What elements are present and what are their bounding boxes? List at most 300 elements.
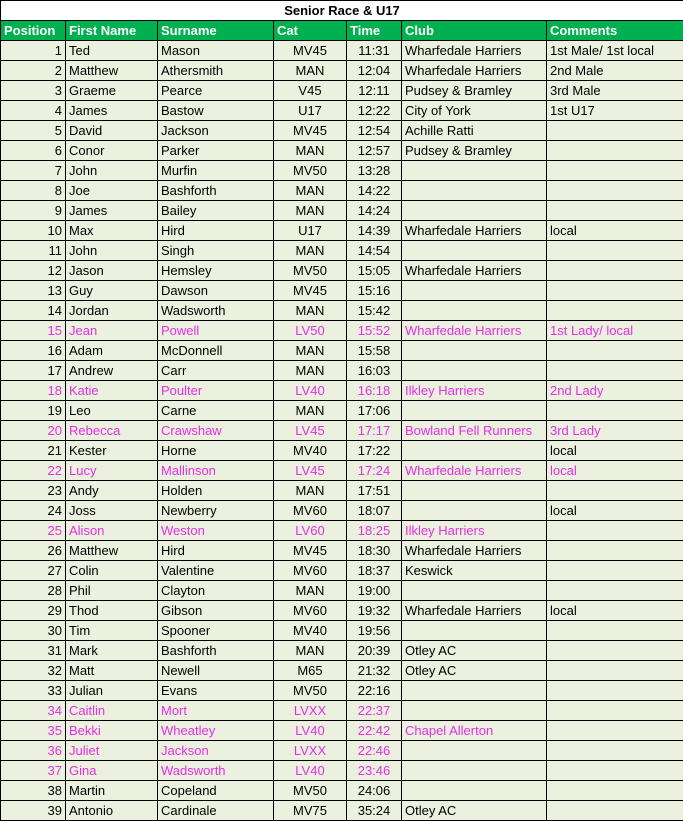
- cell-position[interactable]: 4: [1, 101, 66, 121]
- cell-first-name[interactable]: Jason: [66, 261, 158, 281]
- cell-time[interactable]: 18:37: [347, 561, 402, 581]
- cell-position[interactable]: 7: [1, 161, 66, 181]
- cell-surname[interactable]: Holden: [158, 481, 274, 501]
- cell-position[interactable]: 23: [1, 481, 66, 501]
- cell-position[interactable]: 8: [1, 181, 66, 201]
- cell-surname[interactable]: Clayton: [158, 581, 274, 601]
- cell-club[interactable]: [402, 781, 547, 801]
- cell-cat[interactable]: M65: [274, 661, 347, 681]
- cell-first-name[interactable]: Rebecca: [66, 421, 158, 441]
- table-row: [1, 641, 683, 661]
- cell-club[interactable]: [402, 341, 547, 361]
- cell-club[interactable]: Wharfedale Harriers: [402, 261, 547, 281]
- cell-surname[interactable]: Carne: [158, 401, 274, 421]
- cell-cat[interactable]: MV45: [274, 41, 347, 61]
- cell-surname[interactable]: Weston: [158, 521, 274, 541]
- cell-club[interactable]: Otley AC: [402, 801, 547, 821]
- header-club[interactable]: Club: [402, 21, 547, 41]
- cell-surname[interactable]: Bastow: [158, 101, 274, 121]
- cell-first-name[interactable]: John: [66, 241, 158, 261]
- cell-time[interactable]: 17:24: [347, 461, 402, 481]
- cell-comments[interactable]: local: [547, 461, 683, 481]
- cell-club[interactable]: Wharfedale Harriers: [402, 61, 547, 81]
- cell-first-name[interactable]: Matthew: [66, 61, 158, 81]
- cell-surname[interactable]: Bashforth: [158, 641, 274, 661]
- cell-position[interactable]: 34: [1, 701, 66, 721]
- cell-surname[interactable]: Pearce: [158, 81, 274, 101]
- cell-time[interactable]: 11:31: [347, 41, 402, 61]
- cell-position[interactable]: 38: [1, 781, 66, 801]
- cell-cat[interactable]: MAN: [274, 341, 347, 361]
- cell-time[interactable]: 22:37: [347, 701, 402, 721]
- cell-time[interactable]: 12:11: [347, 81, 402, 101]
- cell-position[interactable]: 9: [1, 201, 66, 221]
- table-row: [1, 561, 683, 581]
- cell-position[interactable]: 18: [1, 381, 66, 401]
- cell-first-name[interactable]: Matt: [66, 661, 158, 681]
- cell-first-name[interactable]: Antonio: [66, 801, 158, 821]
- table-row: [1, 801, 683, 821]
- cell-surname[interactable]: Crawshaw: [158, 421, 274, 441]
- cell-position[interactable]: 6: [1, 141, 66, 161]
- cell-time[interactable]: 15:52: [347, 321, 402, 341]
- cell-position[interactable]: 26: [1, 541, 66, 561]
- cell-comments[interactable]: 1st Lady/ local: [547, 321, 683, 341]
- cell-cat[interactable]: MV50: [274, 161, 347, 181]
- cell-club[interactable]: [402, 441, 547, 461]
- cell-club[interactable]: Pudsey & Bramley: [402, 141, 547, 161]
- table-row: [1, 541, 683, 561]
- cell-comments[interactable]: local: [547, 601, 683, 621]
- cell-comments[interactable]: [547, 561, 683, 581]
- cell-first-name[interactable]: Julian: [66, 681, 158, 701]
- cell-cat[interactable]: LV60: [274, 521, 347, 541]
- cell-surname[interactable]: McDonnell: [158, 341, 274, 361]
- header-first-name[interactable]: First Name: [66, 21, 158, 41]
- cell-first-name[interactable]: James: [66, 201, 158, 221]
- cell-cat[interactable]: MAN: [274, 201, 347, 221]
- cell-surname[interactable]: Murfin: [158, 161, 274, 181]
- header-surname[interactable]: Surname: [158, 21, 274, 41]
- cell-first-name[interactable]: Leo: [66, 401, 158, 421]
- cell-time[interactable]: 14:22: [347, 181, 402, 201]
- cell-time[interactable]: 21:32: [347, 661, 402, 681]
- cell-surname[interactable]: Jackson: [158, 741, 274, 761]
- table-row: [1, 741, 683, 761]
- cell-first-name[interactable]: Tim: [66, 621, 158, 641]
- cell-first-name[interactable]: Alison: [66, 521, 158, 541]
- cell-surname[interactable]: Mallinson: [158, 461, 274, 481]
- cell-comments[interactable]: local: [547, 441, 683, 461]
- cell-position[interactable]: 33: [1, 681, 66, 701]
- cell-comments[interactable]: 2nd Lady: [547, 381, 683, 401]
- cell-surname[interactable]: Wadsworth: [158, 761, 274, 781]
- cell-time[interactable]: 19:56: [347, 621, 402, 641]
- cell-position[interactable]: 24: [1, 501, 66, 521]
- cell-surname[interactable]: Evans: [158, 681, 274, 701]
- cell-cat[interactable]: LV45: [274, 461, 347, 481]
- cell-club[interactable]: [402, 401, 547, 421]
- cell-comments[interactable]: [547, 181, 683, 201]
- cell-surname[interactable]: Singh: [158, 241, 274, 261]
- cell-club[interactable]: Wharfedale Harriers: [402, 461, 547, 481]
- table-row: [1, 161, 683, 181]
- cell-first-name[interactable]: Guy: [66, 281, 158, 301]
- cell-position[interactable]: 17: [1, 361, 66, 381]
- cell-surname[interactable]: Cardinale: [158, 801, 274, 821]
- cell-first-name[interactable]: John: [66, 161, 158, 181]
- cell-first-name[interactable]: David: [66, 121, 158, 141]
- cell-cat[interactable]: MAN: [274, 241, 347, 261]
- cell-cat[interactable]: MAN: [274, 481, 347, 501]
- cell-position[interactable]: 29: [1, 601, 66, 621]
- cell-surname[interactable]: Horne: [158, 441, 274, 461]
- cell-comments[interactable]: local: [547, 221, 683, 241]
- cell-first-name[interactable]: Ted: [66, 41, 158, 61]
- cell-time[interactable]: 12:04: [347, 61, 402, 81]
- table-row: [1, 201, 683, 221]
- cell-comments[interactable]: [547, 781, 683, 801]
- cell-comments[interactable]: [547, 121, 683, 141]
- cell-position[interactable]: 20: [1, 421, 66, 441]
- header-comments[interactable]: Comments: [547, 21, 683, 41]
- header-position[interactable]: Position: [1, 21, 66, 41]
- cell-club[interactable]: Ilkley Harriers: [402, 381, 547, 401]
- cell-position[interactable]: 35: [1, 721, 66, 741]
- cell-comments[interactable]: 2nd Male: [547, 61, 683, 81]
- cell-club[interactable]: Ilkley Harriers: [402, 521, 547, 541]
- table-row: [1, 401, 683, 421]
- cell-first-name[interactable]: Lucy: [66, 461, 158, 481]
- cell-club[interactable]: [402, 201, 547, 221]
- cell-time[interactable]: 17:17: [347, 421, 402, 441]
- cell-comments[interactable]: [547, 701, 683, 721]
- cell-time[interactable]: 35:24: [347, 801, 402, 821]
- cell-club[interactable]: Wharfedale Harriers: [402, 41, 547, 61]
- cell-time[interactable]: 22:16: [347, 681, 402, 701]
- cell-club[interactable]: [402, 481, 547, 501]
- cell-cat[interactable]: LV50: [274, 321, 347, 341]
- cell-first-name[interactable]: Katie: [66, 381, 158, 401]
- cell-first-name[interactable]: Jean: [66, 321, 158, 341]
- cell-club[interactable]: Keswick: [402, 561, 547, 581]
- cell-cat[interactable]: MV50: [274, 261, 347, 281]
- cell-time[interactable]: 13:28: [347, 161, 402, 181]
- cell-time[interactable]: 16:18: [347, 381, 402, 401]
- cell-club[interactable]: [402, 361, 547, 381]
- cell-time[interactable]: 24:06: [347, 781, 402, 801]
- cell-position[interactable]: 36: [1, 741, 66, 761]
- cell-club[interactable]: [402, 281, 547, 301]
- cell-cat[interactable]: V45: [274, 81, 347, 101]
- cell-comments[interactable]: [547, 761, 683, 781]
- cell-first-name[interactable]: Juliet: [66, 741, 158, 761]
- cell-position[interactable]: 31: [1, 641, 66, 661]
- cell-cat[interactable]: MV60: [274, 561, 347, 581]
- cell-comments[interactable]: [547, 201, 683, 221]
- cell-cat[interactable]: MV50: [274, 681, 347, 701]
- cell-cat[interactable]: MV45: [274, 281, 347, 301]
- cell-surname[interactable]: Hemsley: [158, 261, 274, 281]
- cell-club[interactable]: [402, 181, 547, 201]
- cell-cat[interactable]: MV40: [274, 441, 347, 461]
- cell-club[interactable]: Chapel Allerton: [402, 721, 547, 741]
- cell-position[interactable]: 21: [1, 441, 66, 461]
- cell-time[interactable]: 12:22: [347, 101, 402, 121]
- cell-position[interactable]: 27: [1, 561, 66, 581]
- cell-first-name[interactable]: Andrew: [66, 361, 158, 381]
- cell-time[interactable]: 15:16: [347, 281, 402, 301]
- cell-club[interactable]: Pudsey & Bramley: [402, 81, 547, 101]
- cell-cat[interactable]: MV75: [274, 801, 347, 821]
- cell-club[interactable]: [402, 741, 547, 761]
- cell-comments[interactable]: [547, 661, 683, 681]
- cell-club[interactable]: Wharfedale Harriers: [402, 221, 547, 241]
- cell-cat[interactable]: U17: [274, 221, 347, 241]
- cell-time[interactable]: 14:54: [347, 241, 402, 261]
- cell-position[interactable]: 13: [1, 281, 66, 301]
- cell-cat[interactable]: MAN: [274, 301, 347, 321]
- cell-club[interactable]: Wharfedale Harriers: [402, 601, 547, 621]
- cell-surname[interactable]: Hird: [158, 221, 274, 241]
- cell-surname[interactable]: Bailey: [158, 201, 274, 221]
- cell-position[interactable]: 1: [1, 41, 66, 61]
- cell-comments[interactable]: [547, 801, 683, 821]
- cell-comments[interactable]: 3rd Lady: [547, 421, 683, 441]
- cell-first-name[interactable]: Joe: [66, 181, 158, 201]
- cell-comments[interactable]: 3rd Male: [547, 81, 683, 101]
- cell-position[interactable]: 12: [1, 261, 66, 281]
- cell-club[interactable]: [402, 761, 547, 781]
- cell-position[interactable]: 16: [1, 341, 66, 361]
- cell-surname[interactable]: Dawson: [158, 281, 274, 301]
- cell-time[interactable]: 19:00: [347, 581, 402, 601]
- cell-cat[interactable]: MAN: [274, 181, 347, 201]
- cell-surname[interactable]: Parker: [158, 141, 274, 161]
- table-row: [1, 461, 683, 481]
- cell-club[interactable]: [402, 161, 547, 181]
- cell-first-name[interactable]: Jordan: [66, 301, 158, 321]
- table-row: [1, 41, 683, 61]
- cell-club[interactable]: [402, 621, 547, 641]
- header-cat[interactable]: Cat: [274, 21, 347, 41]
- table-row: [1, 581, 683, 601]
- cell-surname[interactable]: Hird: [158, 541, 274, 561]
- cell-time[interactable]: 18:30: [347, 541, 402, 561]
- cell-cat[interactable]: MV40: [274, 621, 347, 641]
- cell-position[interactable]: 39: [1, 801, 66, 821]
- cell-first-name[interactable]: Martin: [66, 781, 158, 801]
- cell-comments[interactable]: [547, 281, 683, 301]
- cell-cat[interactable]: MV50: [274, 781, 347, 801]
- table-row: [1, 261, 683, 281]
- cell-cat[interactable]: MV45: [274, 121, 347, 141]
- cell-position[interactable]: 5: [1, 121, 66, 141]
- cell-position[interactable]: 32: [1, 661, 66, 681]
- cell-time[interactable]: 18:25: [347, 521, 402, 541]
- cell-position[interactable]: 3: [1, 81, 66, 101]
- cell-surname[interactable]: Bashforth: [158, 181, 274, 201]
- cell-first-name[interactable]: Matthew: [66, 541, 158, 561]
- cell-first-name[interactable]: Adam: [66, 341, 158, 361]
- cell-position[interactable]: 28: [1, 581, 66, 601]
- cell-first-name[interactable]: Caitlin: [66, 701, 158, 721]
- cell-club[interactable]: Wharfedale Harriers: [402, 321, 547, 341]
- cell-position[interactable]: 10: [1, 221, 66, 241]
- header-time[interactable]: Time: [347, 21, 402, 41]
- cell-surname[interactable]: Wadsworth: [158, 301, 274, 321]
- cell-club[interactable]: [402, 701, 547, 721]
- cell-cat[interactable]: LVXX: [274, 741, 347, 761]
- table-row: [1, 221, 683, 241]
- cell-first-name[interactable]: Colin: [66, 561, 158, 581]
- cell-time[interactable]: 19:32: [347, 601, 402, 621]
- table-row: [1, 521, 683, 541]
- cell-first-name[interactable]: Phil: [66, 581, 158, 601]
- cell-club[interactable]: [402, 301, 547, 321]
- cell-comments[interactable]: [547, 241, 683, 261]
- cell-cat[interactable]: MAN: [274, 361, 347, 381]
- cell-time[interactable]: 14:39: [347, 221, 402, 241]
- cell-comments[interactable]: [547, 581, 683, 601]
- cell-cat[interactable]: MV60: [274, 601, 347, 621]
- table-row: [1, 301, 683, 321]
- table-row: [1, 761, 683, 781]
- cell-cat[interactable]: MAN: [274, 641, 347, 661]
- cell-cat[interactable]: MV60: [274, 501, 347, 521]
- cell-time[interactable]: 23:46: [347, 761, 402, 781]
- cell-comments[interactable]: 1st Male/ 1st local: [547, 41, 683, 61]
- cell-comments[interactable]: [547, 401, 683, 421]
- cell-first-name[interactable]: Conor: [66, 141, 158, 161]
- cell-cat[interactable]: U17: [274, 101, 347, 121]
- table-row: [1, 501, 683, 521]
- cell-position[interactable]: 2: [1, 61, 66, 81]
- cell-time[interactable]: 17:06: [347, 401, 402, 421]
- cell-club[interactable]: [402, 241, 547, 261]
- cell-first-name[interactable]: Joss: [66, 501, 158, 521]
- cell-time[interactable]: 12:57: [347, 141, 402, 161]
- cell-first-name[interactable]: Max: [66, 221, 158, 241]
- cell-club[interactable]: City of York: [402, 101, 547, 121]
- sheet-title: Senior Race & U17: [1, 1, 683, 21]
- cell-club[interactable]: Otley AC: [402, 641, 547, 661]
- cell-comments[interactable]: 1st U17: [547, 101, 683, 121]
- cell-time[interactable]: 14:24: [347, 201, 402, 221]
- cell-club[interactable]: Bowland Fell Runners: [402, 421, 547, 441]
- cell-comments[interactable]: [547, 301, 683, 321]
- cell-time[interactable]: 22:46: [347, 741, 402, 761]
- cell-comments[interactable]: [547, 141, 683, 161]
- cell-surname[interactable]: Newell: [158, 661, 274, 681]
- cell-surname[interactable]: Jackson: [158, 121, 274, 141]
- cell-time[interactable]: 17:22: [347, 441, 402, 461]
- cell-position[interactable]: 15: [1, 321, 66, 341]
- cell-club[interactable]: [402, 581, 547, 601]
- cell-cat[interactable]: LV40: [274, 721, 347, 741]
- cell-surname[interactable]: Newberry: [158, 501, 274, 521]
- cell-first-name[interactable]: Graeme: [66, 81, 158, 101]
- cell-comments[interactable]: [547, 641, 683, 661]
- cell-comments[interactable]: [547, 481, 683, 501]
- cell-comments[interactable]: [547, 541, 683, 561]
- cell-surname[interactable]: Wheatley: [158, 721, 274, 741]
- cell-surname[interactable]: Mort: [158, 701, 274, 721]
- cell-position[interactable]: 19: [1, 401, 66, 421]
- cell-comments[interactable]: [547, 721, 683, 741]
- cell-first-name[interactable]: Bekki: [66, 721, 158, 741]
- cell-cat[interactable]: LV40: [274, 761, 347, 781]
- cell-surname[interactable]: Spooner: [158, 621, 274, 641]
- cell-position[interactable]: 22: [1, 461, 66, 481]
- cell-cat[interactable]: LV40: [274, 381, 347, 401]
- cell-surname[interactable]: Gibson: [158, 601, 274, 621]
- cell-club[interactable]: [402, 681, 547, 701]
- cell-surname[interactable]: Powell: [158, 321, 274, 341]
- cell-comments[interactable]: [547, 741, 683, 761]
- cell-cat[interactable]: MAN: [274, 581, 347, 601]
- cell-comments[interactable]: [547, 341, 683, 361]
- cell-first-name[interactable]: James: [66, 101, 158, 121]
- cell-comments[interactable]: [547, 681, 683, 701]
- cell-position[interactable]: 37: [1, 761, 66, 781]
- cell-cat[interactable]: LV45: [274, 421, 347, 441]
- cell-first-name[interactable]: Kester: [66, 441, 158, 461]
- cell-first-name[interactable]: Andy: [66, 481, 158, 501]
- cell-comments[interactable]: [547, 621, 683, 641]
- cell-cat[interactable]: MAN: [274, 401, 347, 421]
- cell-position[interactable]: 11: [1, 241, 66, 261]
- cell-position[interactable]: 25: [1, 521, 66, 541]
- cell-time[interactable]: 15:42: [347, 301, 402, 321]
- cell-comments[interactable]: [547, 521, 683, 541]
- cell-first-name[interactable]: Gina: [66, 761, 158, 781]
- cell-surname[interactable]: Copeland: [158, 781, 274, 801]
- table-row: [1, 181, 683, 201]
- cell-surname[interactable]: Athersmith: [158, 61, 274, 81]
- cell-surname[interactable]: Carr: [158, 361, 274, 381]
- cell-club[interactable]: [402, 501, 547, 521]
- cell-cat[interactable]: MV45: [274, 541, 347, 561]
- cell-club[interactable]: Otley AC: [402, 661, 547, 681]
- cell-comments[interactable]: [547, 361, 683, 381]
- cell-position[interactable]: 30: [1, 621, 66, 641]
- cell-comments[interactable]: [547, 161, 683, 181]
- cell-surname[interactable]: Valentine: [158, 561, 274, 581]
- cell-position[interactable]: 14: [1, 301, 66, 321]
- cell-cat[interactable]: MAN: [274, 61, 347, 81]
- table-row: [1, 241, 683, 261]
- cell-time[interactable]: 20:39: [347, 641, 402, 661]
- cell-time[interactable]: 15:05: [347, 261, 402, 281]
- cell-time[interactable]: 15:58: [347, 341, 402, 361]
- cell-club[interactable]: Achille Ratti: [402, 121, 547, 141]
- cell-cat[interactable]: LVXX: [274, 701, 347, 721]
- cell-club[interactable]: Wharfedale Harriers: [402, 541, 547, 561]
- cell-time[interactable]: 16:03: [347, 361, 402, 381]
- cell-surname[interactable]: Poulter: [158, 381, 274, 401]
- cell-time[interactable]: 17:51: [347, 481, 402, 501]
- cell-time[interactable]: 18:07: [347, 501, 402, 521]
- cell-first-name[interactable]: Mark: [66, 641, 158, 661]
- cell-comments[interactable]: local: [547, 501, 683, 521]
- cell-first-name[interactable]: Thod: [66, 601, 158, 621]
- cell-time[interactable]: 12:54: [347, 121, 402, 141]
- cell-time[interactable]: 22:42: [347, 721, 402, 741]
- cell-comments[interactable]: [547, 261, 683, 281]
- cell-surname[interactable]: Mason: [158, 41, 274, 61]
- cell-cat[interactable]: MAN: [274, 141, 347, 161]
